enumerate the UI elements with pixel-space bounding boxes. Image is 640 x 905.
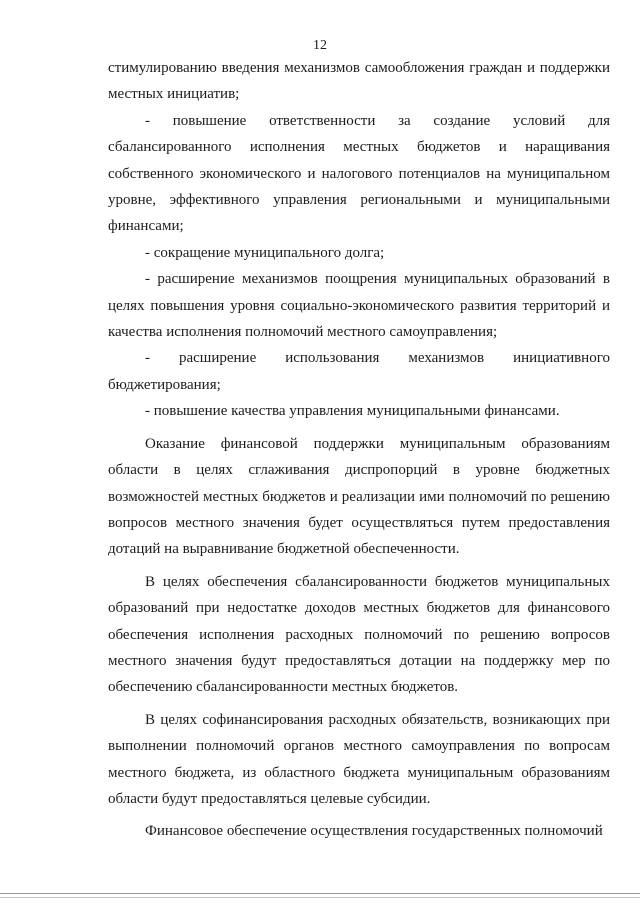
list-item-incentives: - расширение механизмов поощрения муниципальных образований в целях повышения уровня социально-экономического развития территорий и качества исполнения полномочий местного самоуправления;: [108, 271, 610, 341]
list-item-debt-reduction: - сокращение муниципального долга;: [145, 244, 385, 261]
list-item-responsibility: - повышение ответственности за создание условий для сбалансированного исполнения местных бюджетов и наращивания собственного экономического и налогового потенциалов на муниципальном уровне, эффективного управления региональными и муниципальными финансами;: [108, 112, 610, 235]
paragraph-balance: В целях обеспечения сбалансированности бюджетов муниципальных образований при недостатке доходов местных бюджетов для финансового обеспечения исполнения расходных полномочий по решению вопросов местного значения будут предоставляться дотации на поддержку мер по обеспечению сбалансированности местных бюджетов.: [108, 573, 610, 696]
page-bottom-edge-shadow: [0, 897, 640, 898]
paragraph-cofinancing: В целях софинансирования расходных обязательств, возникающих при выполнении полномочий органов местного самоуправления по вопросам местного бюджета, из областного бюджета муниципальным образованиям области будут предоставляться целевые субсидии.: [108, 711, 610, 807]
document-body: [108, 55, 610, 845]
list-item-initiative-budgeting: - расширение использования механизмов инициативного бюджетирования;: [108, 350, 610, 393]
paragraph-equalization: Оказание финансовой поддержки муниципальным образованиям области в целях сглаживания диспропорций в уровне бюджетных возможностей местных бюджетов и реализации ими полномочий по решению вопросов местного значения будет осуществляться путем предоставления дотаций на выравнивание бюджетной обеспеченности.: [108, 435, 610, 558]
paragraph-continuation: стимулированию введения механизмов самообложения граждан и поддержки местных инициатив;: [108, 60, 610, 103]
list-item-finance-quality: - повышение качества управления муниципальными финансами.: [145, 403, 560, 420]
page-bottom-edge: [0, 893, 640, 894]
page-number: 12: [313, 38, 327, 53]
paragraph-state-powers: Финансовое обеспечение осуществления государственных полномочий: [145, 823, 603, 840]
